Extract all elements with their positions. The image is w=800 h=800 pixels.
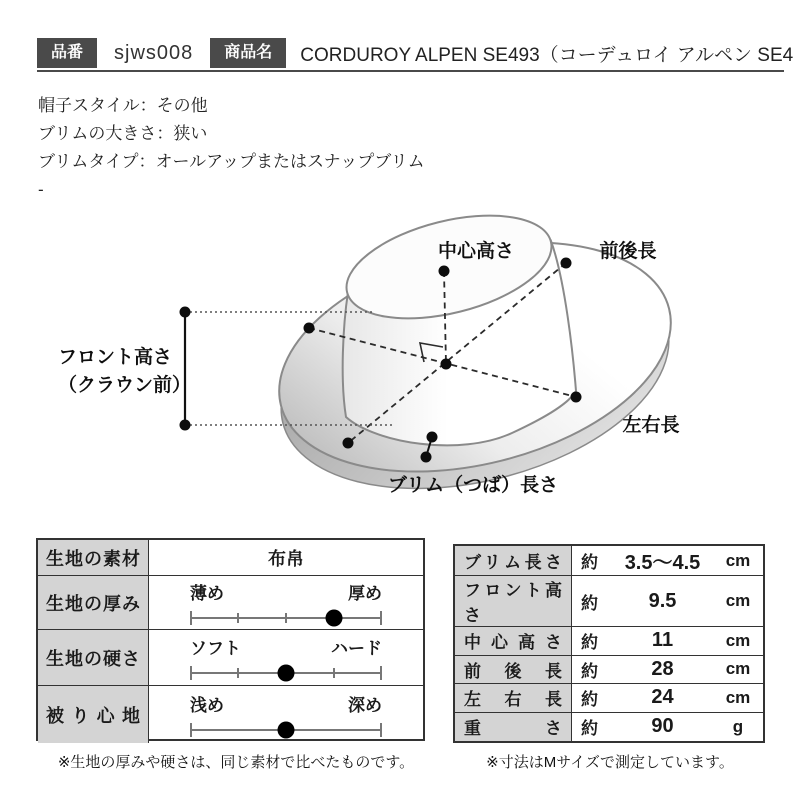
item-code-value: sjws008 — [114, 41, 194, 64]
size-table — [453, 544, 765, 743]
header-underline — [37, 70, 784, 72]
fabric-material-value: 布帛 — [149, 540, 423, 576]
size-row-label: 左右長 — [455, 684, 572, 713]
attribute-dash: - — [38, 180, 44, 199]
label-front-height-line2: （クラウン前） — [58, 375, 192, 396]
stiffness-track — [190, 664, 382, 682]
scale-right-label: 厚め — [348, 583, 382, 603]
size-row-value: 約 28 cm — [572, 656, 763, 685]
label-front-back-length: 前後長 — [599, 241, 657, 262]
fabric-table — [36, 538, 425, 741]
attribute-brim-type: ブリムタイプ：オールアップまたはスナップブリム — [38, 152, 425, 171]
fit-dot — [278, 721, 295, 738]
size-row-label: フロント高さ — [455, 576, 572, 627]
fabric-row-stiffness-label: 生地の硬さ — [38, 630, 149, 686]
size-row-label: 重さ — [455, 713, 572, 742]
product-name-badge: 商品名 — [210, 38, 286, 68]
size-row-label: 中心高さ — [455, 627, 572, 656]
scale-left-label: ソフト — [190, 638, 241, 658]
label-left-right-length: 左右長 — [622, 415, 680, 436]
fabric-stiffness-scale — [149, 630, 423, 686]
thickness-dot — [326, 609, 343, 626]
label-front-height-line1: フロント高さ — [58, 347, 173, 368]
attribute-hat-style: 帽子スタイル：その他 — [38, 96, 208, 115]
stiffness-dot — [278, 664, 295, 681]
attribute-brim-size: ブリムの大きさ：狭い — [38, 124, 208, 143]
label-center-height: 中心高さ — [437, 241, 515, 262]
fabric-row-thickness-label: 生地の厚み — [38, 576, 149, 630]
fabric-thickness-scale — [149, 576, 423, 630]
header — [37, 36, 800, 70]
size-row-label: ブリム長さ — [455, 546, 572, 576]
thickness-track — [190, 609, 382, 627]
hat-measurement-diagram — [20, 205, 780, 505]
size-row-label: 前後長 — [455, 656, 572, 685]
scale-left-label: 薄め — [190, 583, 224, 603]
fit-track — [190, 721, 382, 739]
fabric-footnote: ※生地の厚みや硬さは、同じ素材で比べたものです。 — [57, 754, 415, 771]
fabric-row-material-label: 生地の素材 — [38, 540, 149, 576]
size-row-value: 約 24 cm — [572, 684, 763, 713]
size-row-value: 約 90 g — [581, 715, 744, 739]
fabric-fit-scale — [149, 686, 423, 743]
item-code-badge: 品番 — [37, 38, 97, 68]
size-row-value: 約 11 cm — [572, 627, 763, 656]
product-name: CORDUROY ALPEN SE493（コーデュロイ アルペン SE4 — [300, 44, 794, 66]
size-row-value: 約 3.5〜4.5 cm — [572, 546, 763, 576]
scale-right-label: ハード — [331, 638, 382, 658]
size-row-value: 約 9.5 cm — [572, 576, 763, 627]
label-brim-length: ブリム（つば）長さ — [387, 475, 559, 496]
fabric-row-fit-label: 被り心地 — [38, 686, 149, 743]
size-footnote: ※寸法はMサイズで測定しています。 — [486, 754, 734, 771]
attribute-list — [38, 92, 425, 204]
scale-right-label: 深め — [348, 695, 382, 715]
scale-left-label: 浅め — [190, 695, 224, 715]
